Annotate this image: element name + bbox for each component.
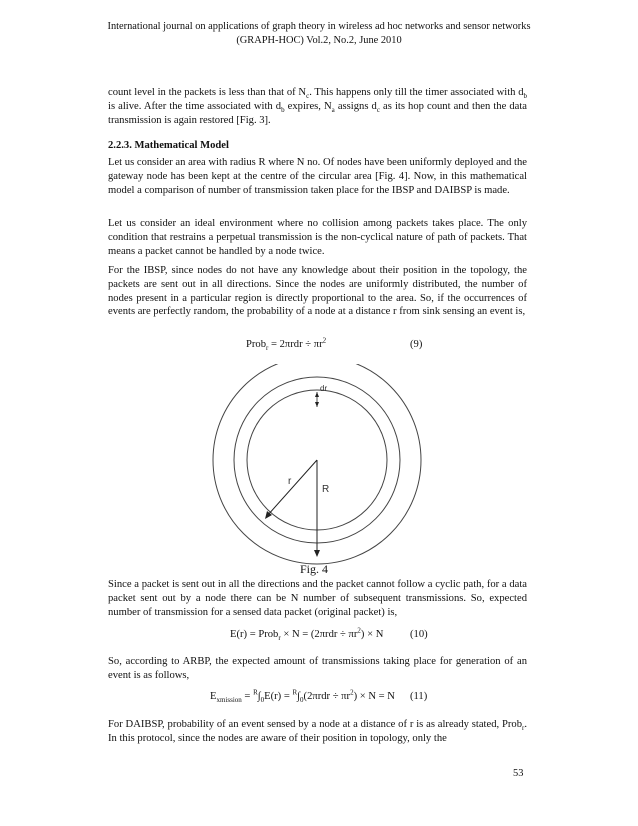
paragraph-ibsp: For the IBSP, since nodes do not have any knowledge about their position in the topology, the packets are sent out in all directions. Since the nodes are uniformly distributed, the number of nodes present in a particular region is directly proportional to the area. So, if the occurrences of events are perfectly random, the probability of a node at a distance r from sink sensing an event is,: [108, 265, 527, 318]
journal-header: [60, 20, 578, 48]
equation-10-number: (10): [410, 629, 428, 640]
journal-header-line1: International journal on applications of graph theory in wireless ad hoc networks and sensor networks: [107, 21, 531, 32]
paragraph-model-setup: Let us consider an area with radius R where N no. Of nodes have been uniformly deployed and the gateway node has been kept at the centre of the circular area [Fig. 4]. Now, in this mathematical model a comparison of number of transmission taken place for the IBSP and DAIBSP is made.: [108, 157, 527, 196]
section-heading: 2.2.3. Mathematical Model: [108, 140, 229, 151]
paragraph-transmissions: Since a packet is sent out in all the directions and the packet cannot follow a cyclic path, for a data packet sent out by a node there can be N number of subsequent transmissions. So, expected number of transmission for a sensed data packet (original packet) is,: [108, 579, 527, 618]
equation-9: Prob$_r$ = $2\pi rdr \div \pi r^2$: [246, 336, 327, 353]
intro-paragraph: count level in the packets is less than that of $N_c$. This happens only till the timer associated with $d_b$ is alive. After the time associated with $d_b$ expires, $N_a$ assigns $d_c$ as its hop count and then the data transmission is again restored [Fig. 3].: [108, 87, 528, 126]
equation-11: $E_{xmission} = ^R\int_0E(r) = ^R\int_0(2\pi rdr \div \pi r^2) \times N = N$: [210, 688, 395, 705]
figure-label-r: r: [288, 476, 292, 487]
equation-9-number: (9): [410, 339, 423, 350]
equation-10: E(r) = Prob$_r$ × $N = (2\pi rdr \div \pi r^2) \times N$: [230, 626, 384, 643]
page-number: 53: [513, 768, 524, 779]
figure-label-R: R: [322, 484, 330, 495]
figure-4-concentric-circles: [200, 364, 440, 574]
paragraph-arbp: So, according to ARBP, the expected amount of transmissions taking place for generation of an event is as follows,: [108, 656, 527, 681]
figure-label-dr: dr: [320, 384, 328, 393]
equation-11-number: (11): [410, 691, 428, 702]
paragraph-daibsp: For DAIBSP, probability of an event sensed by a node at a distance of r is as already stated, Prob$_r$. In this protocol, since the nodes are aware of their position in topology, only the: [108, 719, 527, 744]
paragraph-ideal-environment: Let us consider an ideal environment where no collision among packets takes place. The only condition that restrains a perpetual transmission is the non-cyclical nature of path of packets. That means a packet cannot be handled by a node twice.: [108, 218, 527, 257]
figure-caption: Fig. 4: [300, 562, 329, 576]
journal-header-line2: (GRAPH-HOC) Vol.2, No.2, June 2010: [236, 35, 402, 46]
